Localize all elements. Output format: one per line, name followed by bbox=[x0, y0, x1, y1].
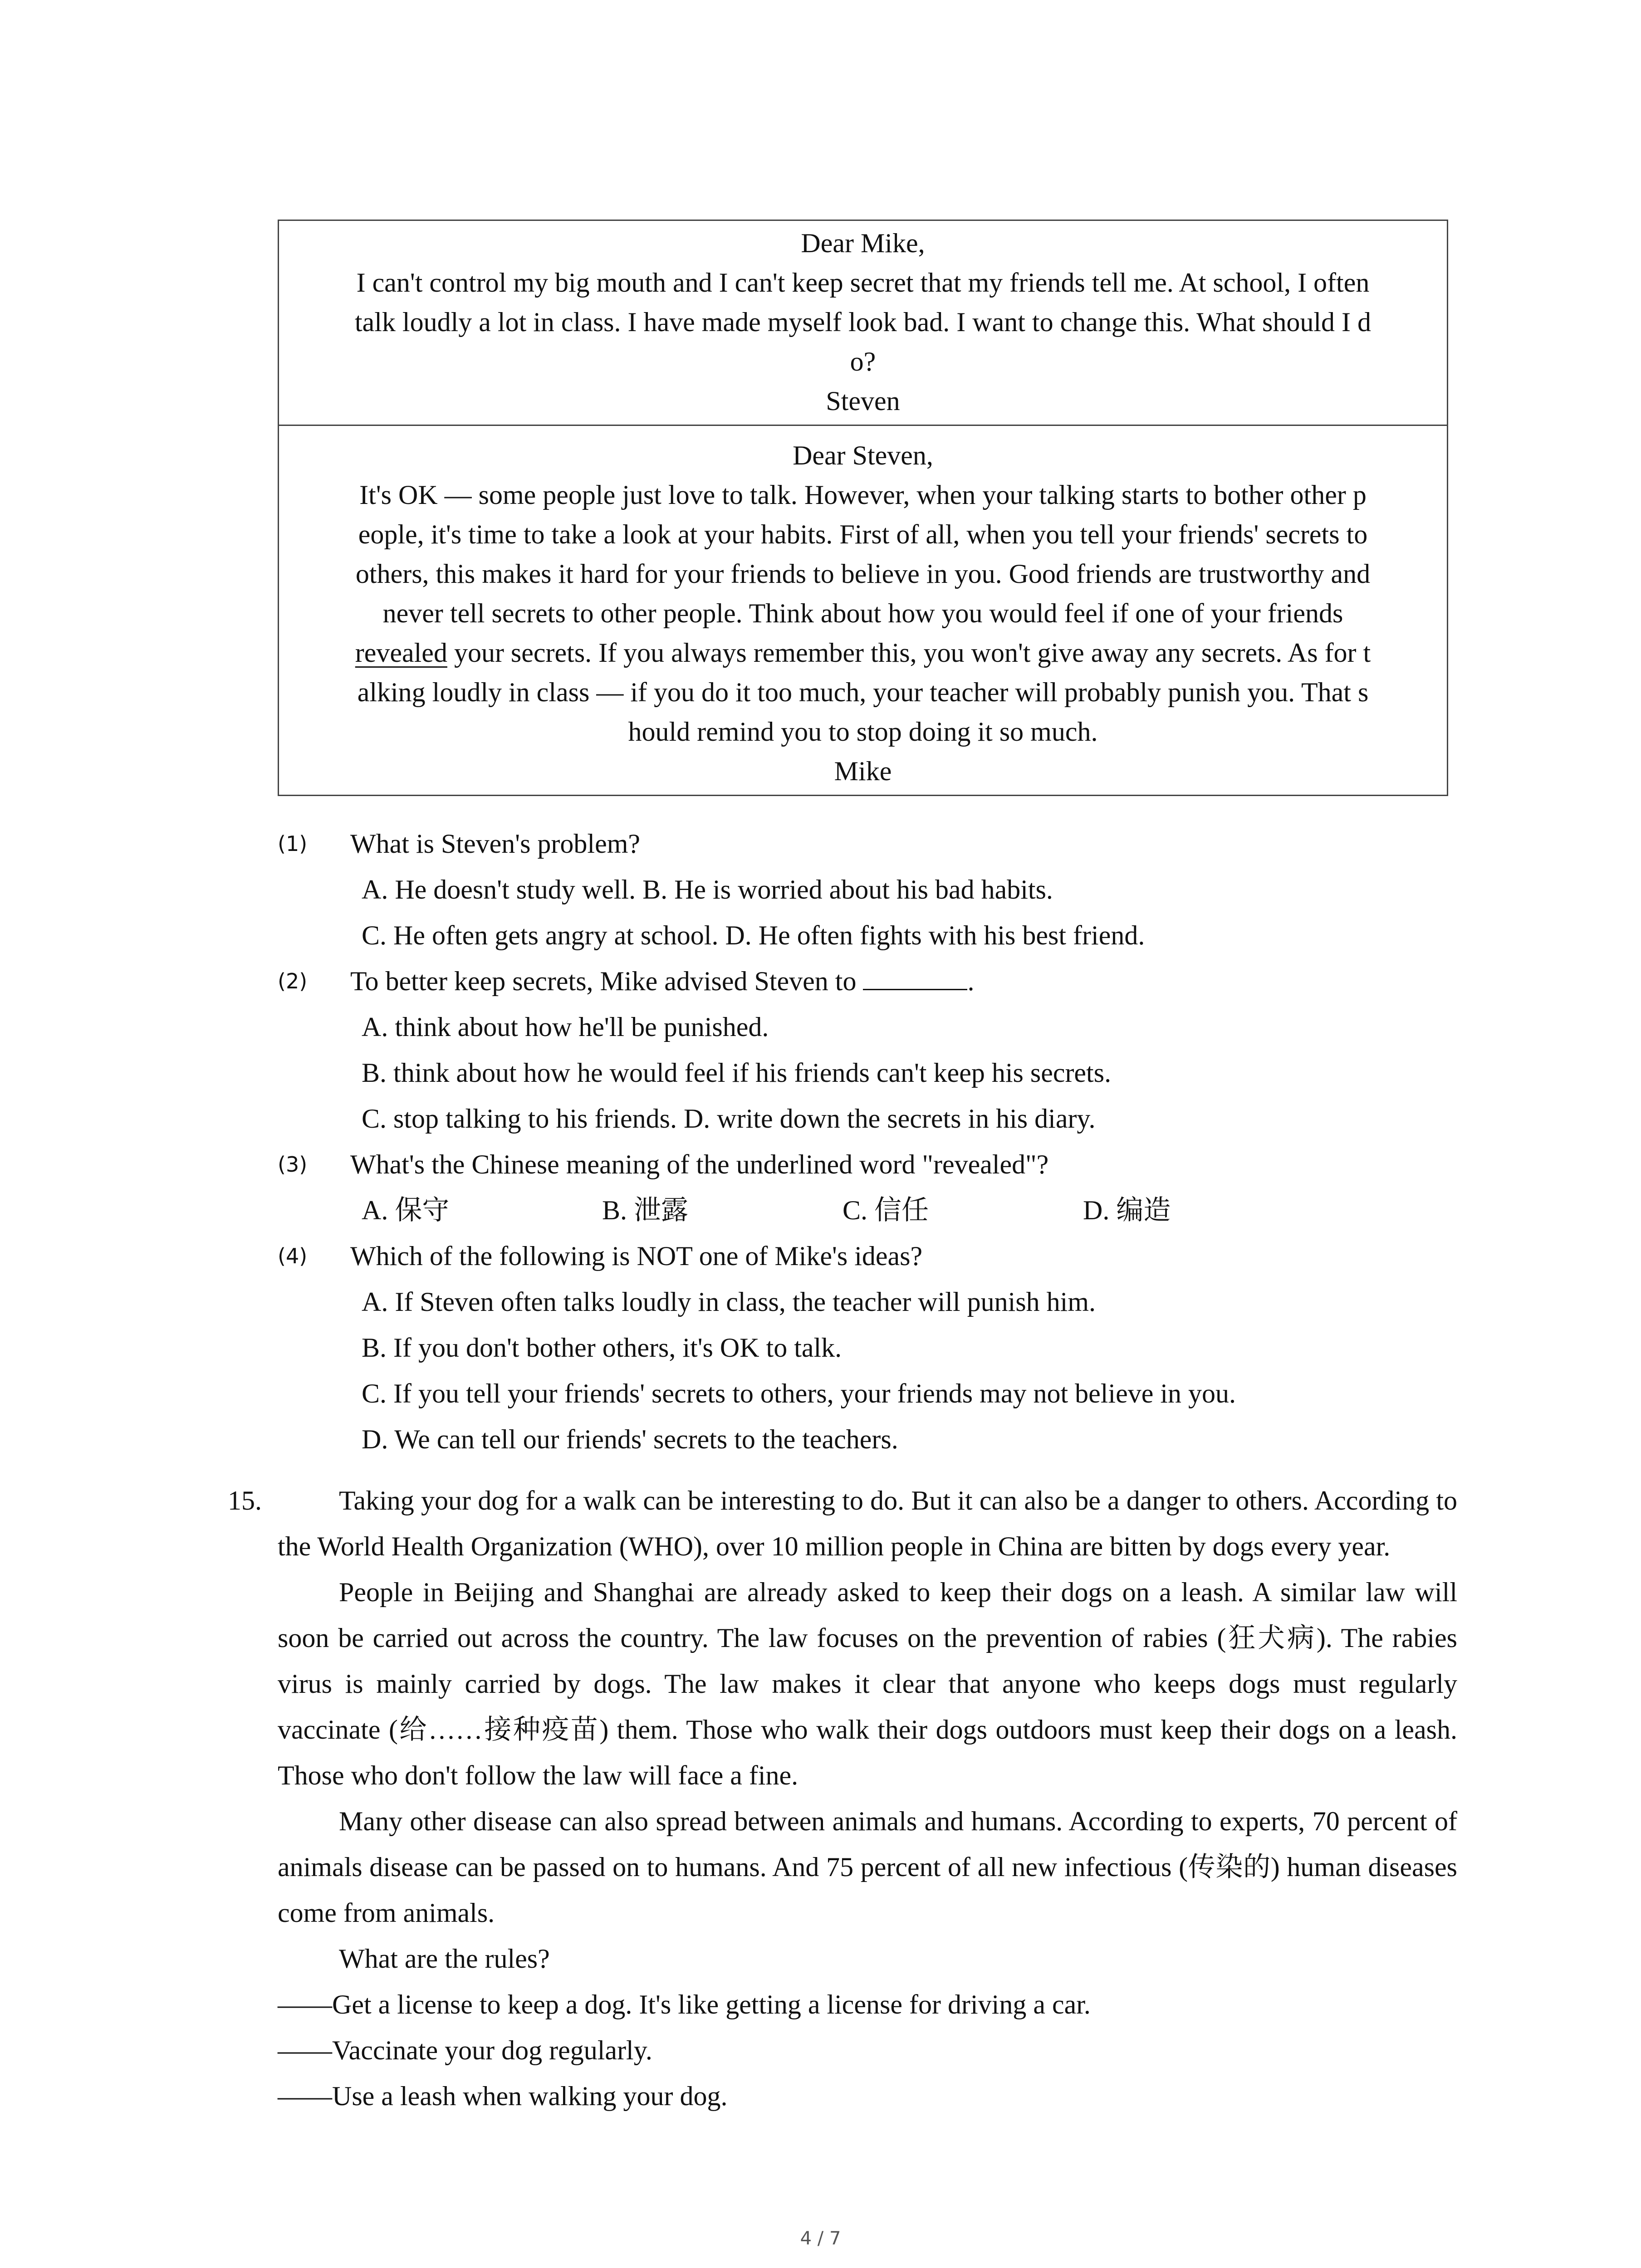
letter-greeting: Dear Mike, bbox=[801, 228, 925, 258]
rule-item: ——Use a leash when walking your dog. bbox=[278, 2081, 728, 2111]
option-line: A. If Steven often talks loudly in class, the teacher will punish him. bbox=[362, 1287, 1096, 1317]
letter-signature: Steven bbox=[826, 386, 900, 416]
option-a: A. 保守 bbox=[362, 1195, 450, 1225]
letter-line: others, this makes it hard for your friends to believe in you. Good friends are trustworthy and bbox=[355, 559, 1371, 589]
option-line: A. He doesn't study well. B. He is worried about his bad habits. bbox=[362, 875, 1053, 904]
question-text: What is Steven's problem? bbox=[350, 829, 640, 859]
option-b: B. 泄露 bbox=[602, 1195, 689, 1225]
letter-line: alking loudly in class — if you do it too much, your teacher will probably punish you. That s bbox=[357, 677, 1369, 707]
option-line: C. He often gets angry at school. D. He often fights with his best friend. bbox=[362, 920, 1145, 950]
letter-to-mike bbox=[279, 221, 1447, 425]
question-number: (3) bbox=[278, 1152, 308, 1177]
letter-line: It's OK — some people just love to talk. However, when your talking starts to bother other p bbox=[359, 480, 1367, 510]
question-2 bbox=[278, 958, 1457, 1004]
answer-blank bbox=[863, 963, 967, 990]
paragraph: People in Beijing and Shanghai are already asked to keep their dogs on a leash. A similar law will soon be carried out across the country. The law focuses on the prevention of rabies (狂犬病). The rabies virus is mainly carried by dogs. The law makes it clear that anyone who keeps dogs must regularly vaccinate (给……接种疫苗) them. Those who walk their dogs outdoors must keep their dogs on a leash. Those who don't follow the law will face a fine. bbox=[278, 1577, 1457, 1790]
paragraph: Many other disease can also spread between animals and humans. According to experts, 70 percent of animals disease can be passed on to humans. And 75 percent of all new infectious (传染的) human diseases come from animals. bbox=[278, 1806, 1457, 1928]
paragraph: What are the rules? bbox=[339, 1944, 550, 1974]
letters-table bbox=[278, 220, 1448, 796]
letter-line: eople, it's time to take a look at your habits. First of all, when you tell your friends' secrets to bbox=[358, 519, 1368, 549]
rule-item: ——Get a license to keep a dog. It's like getting a license for driving a car. bbox=[278, 1989, 1091, 2019]
question-number: (1) bbox=[278, 831, 308, 856]
question-number: (2) bbox=[278, 969, 308, 993]
page-number: 4 / 7 bbox=[800, 2228, 841, 2249]
question-text: To better keep secrets, Mike advised Steven to bbox=[350, 966, 863, 996]
option-d: D. 编造 bbox=[1083, 1195, 1171, 1225]
letter-signature: Mike bbox=[834, 756, 892, 786]
letter-line: o? bbox=[850, 347, 876, 376]
letter-greeting: Dear Steven, bbox=[793, 440, 933, 470]
rule-item: ——Vaccinate your dog regularly. bbox=[278, 2035, 652, 2065]
option-line: D. We can tell our friends' secrets to the teachers. bbox=[362, 1424, 898, 1454]
letter-line: never tell secrets to other people. Think about how you would feel if one of your friends bbox=[382, 598, 1343, 628]
question-1 bbox=[278, 821, 1457, 867]
option-line: C. stop talking to his friends. D. write down the secrets in his diary. bbox=[362, 1104, 1096, 1134]
underlined-word-revealed: revealed bbox=[355, 638, 447, 668]
passage-number: 15. bbox=[228, 1486, 262, 1515]
option-row bbox=[278, 1188, 1457, 1233]
letter-to-steven bbox=[279, 425, 1447, 795]
question-4 bbox=[278, 1233, 1457, 1279]
question-text: Which of the following is NOT one of Mike's ideas? bbox=[350, 1241, 923, 1271]
question-number: (4) bbox=[278, 1244, 308, 1268]
option-line: C. If you tell your friends' secrets to others, your friends may not believe in you. bbox=[362, 1378, 1236, 1408]
question-text: What's the Chinese meaning of the underlined word "revealed"? bbox=[350, 1149, 1049, 1179]
option-line: A. think about how he'll be punished. bbox=[362, 1012, 769, 1042]
option-line: B. think about how he would feel if his friends can't keep his secrets. bbox=[362, 1058, 1112, 1088]
option-line: B. If you don't bother others, it's OK to talk. bbox=[362, 1333, 842, 1363]
question-text-end: . bbox=[967, 966, 975, 996]
reading-passage-15 bbox=[228, 1478, 1457, 2119]
question-list bbox=[278, 821, 1457, 1462]
letter-line: talk loudly a lot in class. I have made myself look bad. I want to change this. What should I d bbox=[354, 307, 1372, 337]
letter-line-rest: your secrets. If you always remember this, you won't give away any secrets. As for t bbox=[447, 638, 1371, 668]
paragraph: Taking your dog for a walk can be interesting to do. But it can also be a danger to others. According to the World Health Organization (WHO), over 10 million people in China are bitten by dogs every year. bbox=[278, 1486, 1457, 1561]
question-3 bbox=[278, 1142, 1457, 1188]
letter-line: hould remind you to stop doing it so much. bbox=[628, 717, 1098, 747]
letter-line bbox=[289, 633, 1437, 673]
letter-line: I can't control my big mouth and I can't keep secret that my friends tell me. At school, I often bbox=[356, 268, 1370, 298]
option-c: C. 信任 bbox=[843, 1195, 929, 1225]
